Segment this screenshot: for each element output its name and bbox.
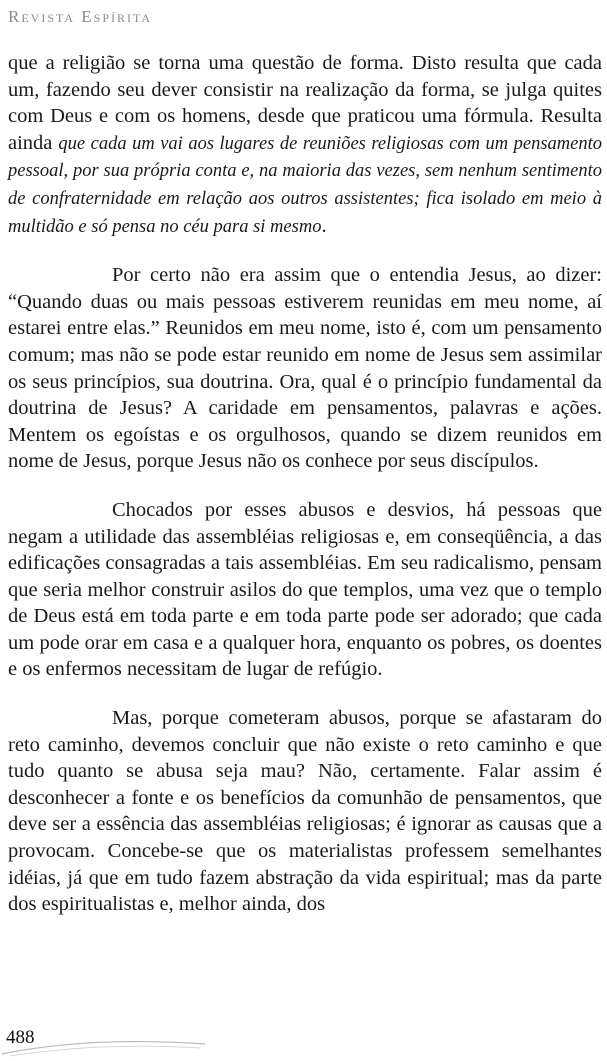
paragraph-2: Por certo não era assim que o entendia Jesus, ao dizer: “Quando duas ou mais pessoas estiverem reunidas em meu nome, aí estarei entre elas.” Reunidos em meu nome, isto é, com um pensamento comum; mas não se pode estar reunido em nome de Jesus sem assimilar os seus princípios, sua doutrina. Ora, qual é o princípio fundamental da doutrina de Jesus? A caridade em pensamentos, palavras e ações. Mentem os egoístas e os orgulhosos, quando se dizem reunidos em nome de Jesus, porque Jesus não os conhece por seus discípulos. (8, 264, 602, 473)
italic-passage: que cada um vai aos lugares de reuniões religiosas com um pensamento pessoal, por sua própria conta e, na maioria das vezes, sem nenhum sentimento de confraternidade em relação aos outros assistentes; fica isolado em meio à multidão e só pensa no céu para si mesmo (8, 133, 602, 237)
paragraph-3: Chocados por esses abusos e desvios, há pessoas que negam a utilidade das assembléias religiosas e, em conseqüência, a das edificações consagradas a tais assembléias. Em seu radicalismo, pensam que seria melhor construir asilos do que templos, uma vez que o templo de Deus está em toda parte e em toda parte pode ser adorado; que cada um pode orar em casa e a qualquer hora, enquanto os pobres, os doentes e os enfermos necessitam de lugar de refúgio. (8, 498, 602, 681)
body-text (8, 50, 602, 940)
running-header: Revista Espírita (8, 7, 153, 26)
page-number: 488 (6, 1027, 35, 1048)
paragraph-1: que a religião se torna uma questão de forma. Disto resulta que cada um, fazendo seu dever consistir na realização da forma, se julga quites com Deus e com os homens, desde que praticou uma fórmula. Resulta ainda que cada um vai aos lugares de reuniões religiosas com um pensamento pessoal, por sua própria conta e, na maioria das vezes, sem nenhum sentimento de confraternidade em relação aos outros assistentes; fica isolado em meio à multidão e só pensa no céu para si mesmo. (8, 52, 602, 237)
paragraph-4: Mas, porque cometeram abusos, porque se afastaram do reto caminho, devemos concluir que não existe o reto caminho e que tudo quanto se abusa seja mau? Não, certamente. Falar assim é desconhecer a fonte e os benefícios da comunhão de pensamentos, que deve ser a essência das assembléias religiosas; é ignorar as causas que a provocam. Concebe-se que os materialistas professem semelhantes idéias, já que em tudo fazem abstração da vida espiritual; mas da parte dos espiritualistas e, melhor ainda, dos (8, 707, 602, 916)
